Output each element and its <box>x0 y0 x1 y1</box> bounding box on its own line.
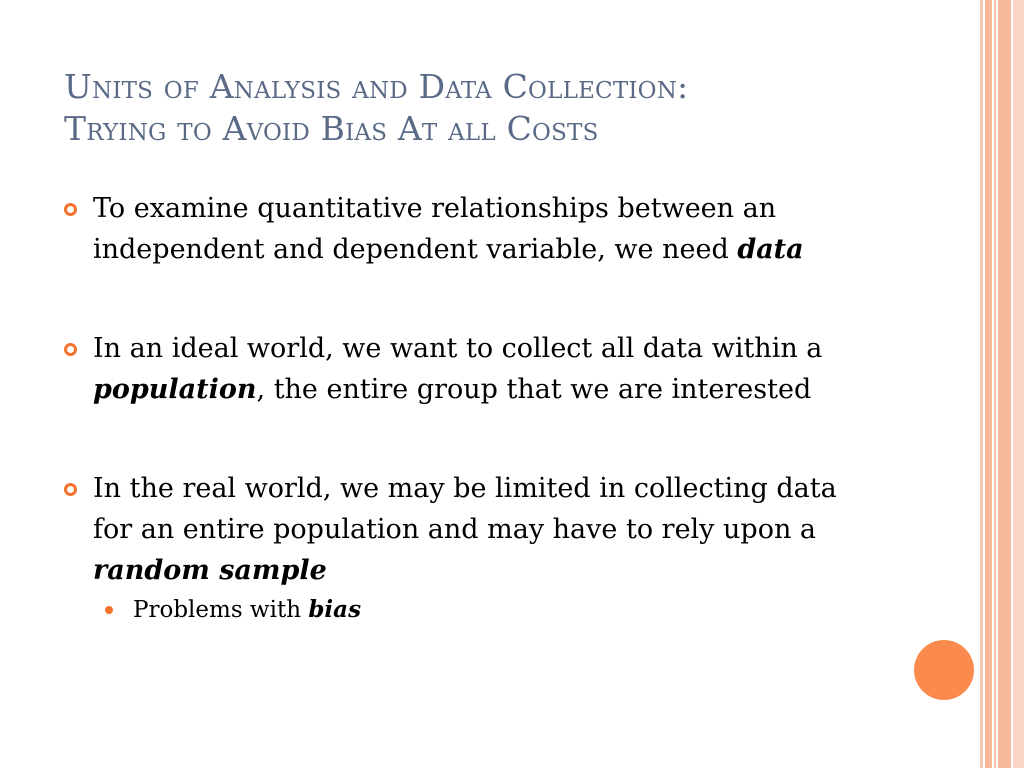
decorative-stripe <box>994 0 996 768</box>
slide-title-line-1: Units of Analysis and Data Collection: <box>64 67 689 106</box>
bullet-emphasis: random sample <box>93 555 327 586</box>
bullet-item-data <box>64 188 884 270</box>
bullet-emphasis: data <box>737 234 804 265</box>
bullet-text: To examine quantitative relationships between an independent and dependent variable, we need <box>93 193 777 265</box>
sub-bullet-text: Problems with <box>133 597 309 623</box>
decorative-stripe <box>1013 0 1024 768</box>
decorative-stripe <box>985 0 992 768</box>
bullet-text: In the real world, we may be limited in collecting data for an entire population and may have to rely upon a <box>93 473 837 545</box>
decorative-stripe <box>998 0 1011 768</box>
slide-title <box>64 66 944 150</box>
bullet-emphasis: population <box>93 374 257 405</box>
sub-bullet-dot-icon <box>105 606 113 614</box>
sub-bullet-emphasis: bias <box>308 596 362 623</box>
bullet-ring-icon <box>64 203 77 216</box>
slide-content <box>64 188 884 627</box>
bullet-ring-icon <box>64 483 77 496</box>
bullet-text: In an ideal world, we want to collect all data within a <box>93 333 823 364</box>
slide-title-line-2: Trying to Avoid Bias At all Costs <box>64 109 599 148</box>
decorative-circle <box>914 640 974 700</box>
bullet-item-population <box>64 328 884 410</box>
sub-bullet-item-bias <box>93 593 884 627</box>
bullet-ring-icon <box>64 343 77 356</box>
decorative-stripe <box>980 0 983 768</box>
bullet-text-after: , the entire group that we are interested <box>256 374 812 405</box>
bullet-item-random-sample <box>64 468 884 627</box>
